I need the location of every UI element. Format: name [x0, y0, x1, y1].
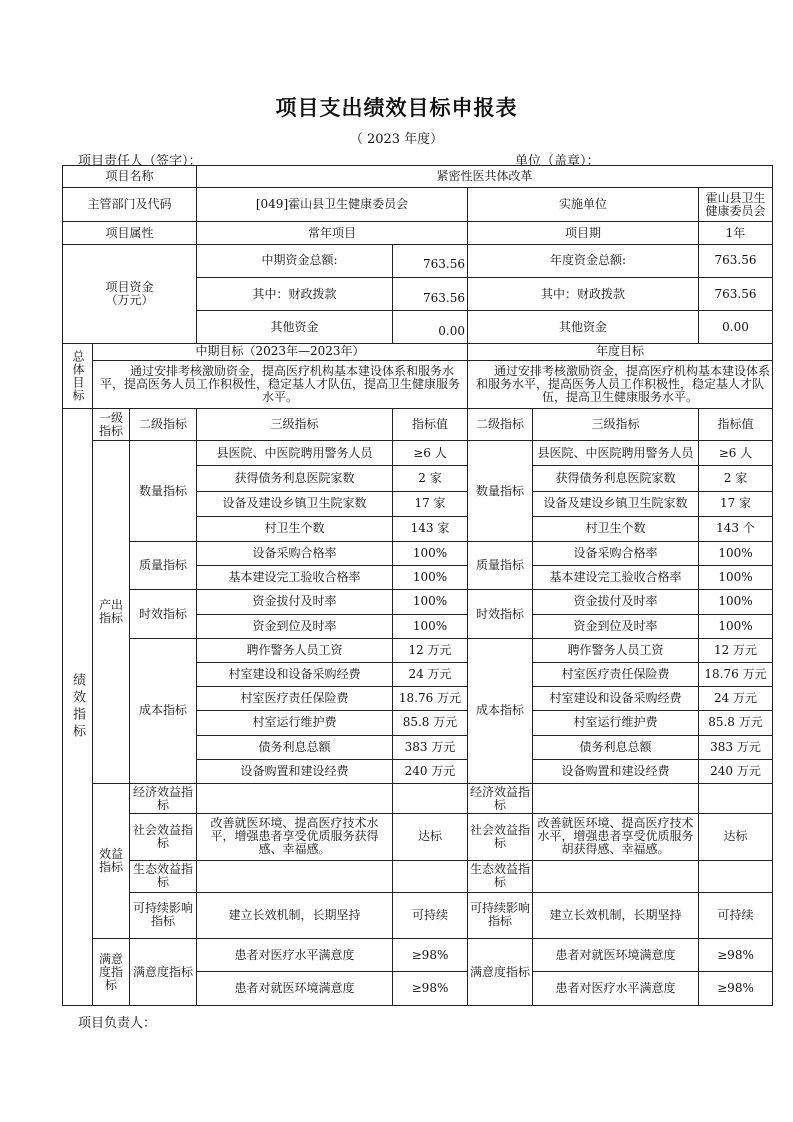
project-funds-label: 项目资金 （万元） — [63, 244, 197, 344]
indicator-value: 18.76 万元 — [393, 687, 468, 711]
indicator-row — [63, 814, 773, 860]
indicator-value: 100% — [699, 566, 773, 590]
project-name-value: 紧密性医共体改革 — [197, 166, 773, 188]
indicator-value: 240 万元 — [699, 759, 773, 783]
quantity-indicators-label-year: 数量指标 — [468, 441, 533, 542]
page-title: 项目支出绩效目标申报表 — [275, 96, 518, 120]
indicator-name: 村卫生个数 — [197, 516, 393, 541]
indicator-value: ≥98% — [699, 939, 773, 972]
project-leader-label: 项目负责人： — [78, 1016, 157, 1031]
indicator-value — [393, 860, 468, 892]
indicator-name: 建立长效机制，长期坚持 — [533, 892, 699, 938]
project-attribute-row — [63, 222, 773, 244]
application-form — [62, 165, 772, 1006]
social-indicators-label-mid: 社会效益指标 — [130, 814, 197, 860]
indicator-name — [533, 860, 699, 892]
indicator-name: 资金到位及时率 — [533, 614, 699, 638]
sustain-indicators-label-mid: 可持续影响指标 — [130, 892, 197, 938]
responsible-signature-label: 项目责任人（签字）： — [78, 154, 202, 169]
indicator-header-row — [63, 408, 773, 440]
satisfaction-level1-label: 满意度指标 — [93, 939, 130, 1006]
indicator-value: 17 家 — [699, 491, 773, 516]
indicator-name: 设备购置和建设经费 — [197, 759, 393, 783]
indicator-name: 设备采购合格率 — [197, 542, 393, 566]
mid-total-label: 中期资金总额: — [197, 244, 393, 277]
indicator-name: 村室运行维护费 — [197, 711, 393, 735]
indicator-value: 18.76 万元 — [699, 662, 773, 686]
mid-other-value: 0.00 — [393, 311, 468, 344]
project-name-row — [63, 166, 773, 188]
department-label: 主管部门及代码 — [63, 188, 197, 222]
year-total-value: 763.56 — [699, 244, 773, 277]
indicator-name: 患者对就医环境满意度 — [197, 972, 393, 1006]
indicator-name: 设备及建设乡镇卫生院家数 — [197, 491, 393, 516]
indicator-name: 资金拔付及时率 — [533, 590, 699, 614]
indicator-name — [197, 860, 393, 892]
level2-header-year: 二级指标 — [468, 408, 533, 440]
indicator-value: ≥6 人 — [393, 441, 468, 466]
indicator-name: 资金拔付及时率 — [197, 590, 393, 614]
indicator-value — [699, 783, 773, 813]
indicator-value: 100% — [393, 566, 468, 590]
indicator-value: 达标 — [393, 814, 468, 860]
indicator-value: 2 家 — [699, 466, 773, 491]
year-total-label: 年度资金总额: — [468, 244, 699, 277]
year-goal-header: 年度目标 — [468, 344, 773, 360]
indicator-row — [63, 860, 773, 892]
year-other-value: 0.00 — [699, 311, 773, 344]
indicator-name: 县医院、中医院聘用警务人员 — [533, 441, 699, 466]
indicator-value: 达标 — [699, 814, 773, 860]
indicator-name: 村室医疗责任保险费 — [197, 687, 393, 711]
output-indicators-label: 产出指标 — [93, 441, 130, 784]
indicator-value: 240 万元 — [393, 759, 468, 783]
indicator-value: 383 万元 — [393, 735, 468, 759]
timeliness-indicators-label-mid: 时效指标 — [130, 590, 197, 638]
indicator-row — [63, 939, 773, 972]
value-header-year: 指标值 — [699, 408, 773, 440]
mid-fiscal-value: 763.56 — [393, 277, 468, 310]
indicator-name: 村室医疗责任保险费 — [533, 662, 699, 686]
indicator-value: 可持续 — [699, 892, 773, 938]
year-fiscal-value: 763.56 — [699, 277, 773, 310]
performance-indicators-label: 绩效指标 — [63, 408, 93, 1005]
indicator-row — [63, 441, 773, 466]
indicator-name: 建立长效机制，长期坚持 — [197, 892, 393, 938]
ecological-indicators-label-year: 生态效益指标 — [468, 860, 533, 892]
indicator-name: 村室建设和设备采购经费 — [197, 662, 393, 686]
indicator-row — [63, 892, 773, 938]
indicator-name: 改善就医环境、提高医疗技术水平，增强患者享受优质服务获得感、幸福感。 — [197, 814, 393, 860]
year-goal-text: 通过安排考核激励资金，提高医疗机构基本建设体系和服务水平，提高医务人员工作积极性，稳定基人才队伍，提高卫生健康服务水平。 — [468, 360, 773, 408]
indicator-value: 可持续 — [393, 892, 468, 938]
indicator-value: ≥98% — [393, 972, 468, 1006]
cost-indicators-label-year: 成本指标 — [468, 638, 533, 783]
indicator-row — [63, 783, 773, 813]
indicator-name: 患者对医疗水平满意度 — [533, 972, 699, 1006]
indicator-value: 24 万元 — [699, 687, 773, 711]
project-attribute-label: 项目属性 — [63, 222, 197, 244]
indicator-value: ≥98% — [393, 939, 468, 972]
timeliness-indicators-label-year: 时效指标 — [468, 590, 533, 638]
indicator-value: 85.8 万元 — [699, 711, 773, 735]
indicator-name: 债务利息总额 — [533, 735, 699, 759]
indicator-value: 100% — [699, 590, 773, 614]
indicator-name: 村卫生个数 — [533, 516, 699, 541]
overall-goals-label: 总体目标 — [63, 344, 93, 409]
economic-indicators-label-year: 经济效益指标 — [468, 783, 533, 813]
economic-indicators-label-mid: 经济效益指标 — [130, 783, 197, 813]
indicator-value: 85.8 万元 — [393, 711, 468, 735]
indicator-name — [197, 783, 393, 813]
indicator-value: 100% — [393, 590, 468, 614]
indicator-name: 债务利息总额 — [197, 735, 393, 759]
indicator-name: 设备采购合格率 — [533, 542, 699, 566]
project-period-value: 1年 — [699, 222, 773, 244]
indicator-row — [63, 542, 773, 566]
satisfaction-level2-label-mid: 满意度指标 — [130, 939, 197, 1006]
mid-goal-header: 中期目标（2023年—2023年） — [93, 344, 468, 360]
implementing-unit-value: 霍山县卫生健康委员会 — [699, 188, 773, 222]
indicator-name: 改善就医环境、提高医疗技术水平，增强患者享受优质服务胡获得感、幸福感。 — [533, 814, 699, 860]
mid-fiscal-label: 其中：财政拨款 — [197, 277, 393, 310]
indicator-value: 100% — [699, 614, 773, 638]
goals-text-row — [63, 360, 773, 408]
funds-total-row — [63, 244, 773, 277]
indicator-name: 村室建设和设备采购经费 — [533, 687, 699, 711]
project-name-label: 项目名称 — [63, 166, 197, 188]
indicator-value — [699, 860, 773, 892]
level1-header: 一级指标 — [93, 408, 130, 440]
indicator-value — [393, 783, 468, 813]
satisfaction-level2-label-year: 满意度指标 — [468, 939, 533, 1006]
indicator-value: 24 万元 — [393, 662, 468, 686]
quantity-indicators-label-mid: 数量指标 — [130, 441, 197, 542]
indicator-name: 聘作警务人员工资 — [533, 638, 699, 662]
unit-seal-label: 单位（盖章）： — [515, 154, 600, 169]
indicator-name — [533, 783, 699, 813]
indicator-name: 患者对医疗水平满意度 — [197, 939, 393, 972]
level2-header-mid: 二级指标 — [130, 408, 197, 440]
indicator-row — [63, 638, 773, 662]
indicator-name: 县医院、中医院聘用警务人员 — [197, 441, 393, 466]
indicator-value: 12 万元 — [393, 638, 468, 662]
indicator-value: 383 万元 — [699, 735, 773, 759]
year-other-label: 其他资金 — [468, 311, 699, 344]
indicator-name: 聘作警务人员工资 — [197, 638, 393, 662]
mid-goal-text: 通过安排考核激励资金，提高医疗机构基本建设体系和服务水平，提高医务人员工作积极性，稳定基人才队伍，提高卫生健康服务水平。 — [93, 360, 468, 408]
quality-indicators-label-mid: 质量指标 — [130, 542, 197, 590]
mid-other-label: 其他资金 — [197, 311, 393, 344]
ecological-indicators-label-mid: 生态效益指标 — [130, 860, 197, 892]
indicator-value: ≥98% — [699, 972, 773, 1006]
department-value: [049]霍山县卫生健康委员会 — [197, 188, 468, 222]
indicator-name: 设备购置和建设经费 — [533, 759, 699, 783]
level3-header-mid: 三级指标 — [197, 408, 393, 440]
benefit-indicators-label: 效益指标 — [93, 783, 130, 938]
department-row — [63, 188, 773, 222]
indicator-row — [63, 590, 773, 614]
quality-indicators-label-year: 质量指标 — [468, 542, 533, 590]
indicator-value: 143 个 — [699, 516, 773, 541]
indicator-name: 资金到位及时率 — [197, 614, 393, 638]
year-fiscal-label: 其中：财政拨款 — [468, 277, 699, 310]
indicator-name: 村室运行维护费 — [533, 711, 699, 735]
indicator-value: 100% — [699, 542, 773, 566]
indicator-name: 获得债务利息医院家数 — [197, 466, 393, 491]
goals-header-row — [63, 344, 773, 360]
value-header-mid: 指标值 — [393, 408, 468, 440]
indicator-value: 143 家 — [393, 516, 468, 541]
indicator-value: 2 家 — [393, 466, 468, 491]
level3-header-year: 三级指标 — [533, 408, 699, 440]
project-period-label: 项目期 — [468, 222, 699, 244]
indicator-name: 患者对就医环境满意度 — [533, 939, 699, 972]
implementing-unit-label: 实施单位 — [468, 188, 699, 222]
indicator-value: 17 家 — [393, 491, 468, 516]
year-line: （ 2023 年度） — [349, 132, 444, 147]
indicator-name: 基本建设完工验收合格率 — [197, 566, 393, 590]
indicator-name: 获得债务利息医院家数 — [533, 466, 699, 491]
mid-total-value: 763.56 — [393, 244, 468, 277]
indicator-name: 基本建设完工验收合格率 — [533, 566, 699, 590]
performance-target-table — [62, 165, 773, 1006]
project-attribute-value: 常年项目 — [197, 222, 468, 244]
indicator-value: 100% — [393, 614, 468, 638]
social-indicators-label-year: 社会效益指标 — [468, 814, 533, 860]
cost-indicators-label-mid: 成本指标 — [130, 638, 197, 783]
indicator-value: 12 万元 — [699, 638, 773, 662]
indicator-value: 100% — [393, 542, 468, 566]
indicator-name: 设备及建设乡镇卫生院家数 — [533, 491, 699, 516]
indicator-value: ≥6 人 — [699, 441, 773, 466]
sustain-indicators-label-year: 可持续影响指标 — [468, 892, 533, 938]
